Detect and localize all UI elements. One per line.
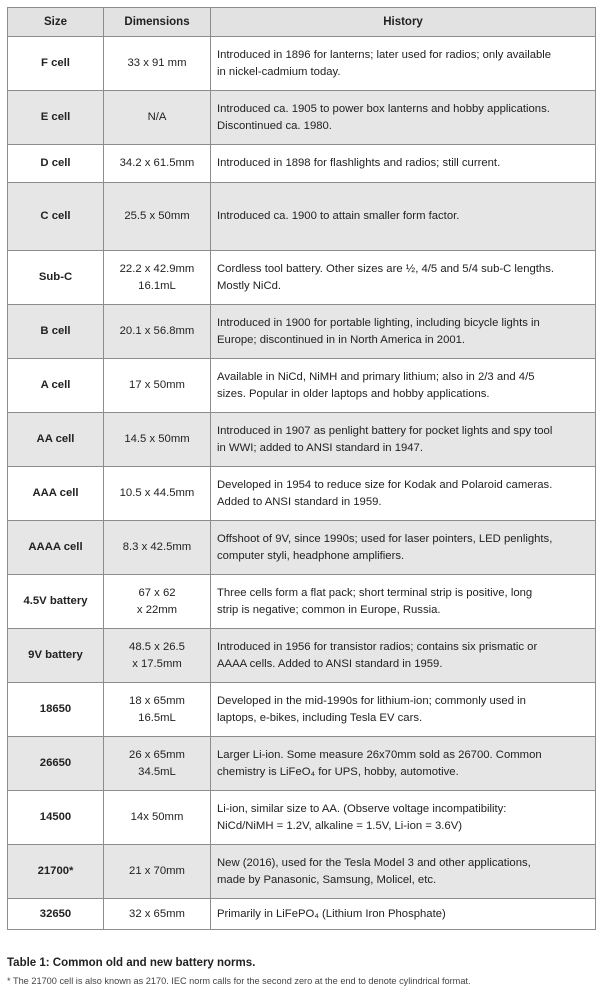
dimensions-line: 16.5mL [138, 711, 176, 724]
cell-history [211, 629, 596, 683]
history-line: Li-ion, similar size to AA. (Observe voltage incompatibility: [217, 803, 507, 816]
dimensions-line: 25.5 x 50mm [124, 210, 190, 223]
history-line: Introduced in 1896 for lanterns; later used for radios; only available [217, 49, 552, 62]
table-row [8, 791, 596, 845]
dimensions-line: 33 x 91 mm [127, 57, 187, 70]
dimensions-line: 16.1mL [138, 279, 176, 292]
table-row [8, 359, 596, 413]
table-row [8, 737, 596, 791]
history-line: in nickel-cadmium today. [217, 65, 341, 78]
cell-dimensions [104, 37, 211, 91]
cell-dimensions [104, 145, 211, 183]
history-line: laptops, e-bikes, including Tesla EV cars. [217, 711, 423, 724]
table-body [8, 37, 596, 930]
table-row [8, 145, 596, 183]
history-line: Offshoot of 9V, since 1990s; used for laser pointers, LED penlights, [217, 533, 553, 546]
history-line: Introduced ca. 1900 to attain smaller form factor. [217, 210, 460, 223]
history-line: Larger Li-ion. Some measure 26x70mm sold as 26700. Common [217, 749, 542, 762]
dimensions-line: 10.5 x 44.5mm [119, 487, 195, 500]
cell-history [211, 413, 596, 467]
dimensions-line: 20.1 x 56.8mm [119, 325, 195, 338]
header-size: Size [8, 8, 104, 37]
cell-history [211, 683, 596, 737]
history-line: Cordless tool battery. Other sizes are ½, 4/5 and 5/4 sub-C lengths. [217, 263, 554, 276]
cell-dimensions [104, 899, 211, 930]
dimensions-line: 67 x 62 [138, 587, 176, 600]
history-line: Primarily in LiFePO₄ (Lithium Iron Phosphate) [217, 907, 446, 920]
cell-history [211, 359, 596, 413]
cell-dimensions [104, 683, 211, 737]
cell-size: 9V battery [8, 629, 104, 683]
history-line: made by Panasonic, Samsung, Molicel, etc. [217, 873, 437, 886]
cell-history [211, 845, 596, 899]
cell-size: 21700* [8, 845, 104, 899]
battery-norms-table [7, 7, 596, 930]
history-line: Available in NiCd, NiMH and primary lithium; also in 2/3 and 4/5 [217, 371, 535, 384]
cell-dimensions [104, 629, 211, 683]
table-caption: Table 1: Common old and new battery norms. [7, 957, 256, 969]
dimensions-line: 34.5mL [138, 765, 176, 778]
cell-history [211, 305, 596, 359]
cell-size: A cell [8, 359, 104, 413]
cell-dimensions [104, 413, 211, 467]
table-row [8, 899, 596, 930]
table-row [8, 683, 596, 737]
cell-size: 14500 [8, 791, 104, 845]
cell-size: 32650 [8, 899, 104, 930]
cell-dimensions [104, 845, 211, 899]
cell-dimensions [104, 305, 211, 359]
dimensions-line: 32 x 65mm [129, 907, 185, 920]
cell-history [211, 899, 596, 930]
cell-history [211, 521, 596, 575]
cell-dimensions [104, 467, 211, 521]
dimensions-line: 18 x 65mm [129, 695, 185, 708]
cell-size: E cell [8, 91, 104, 145]
dimensions-line: 14x 50mm [130, 811, 184, 824]
cell-size: C cell [8, 183, 104, 251]
cell-history [211, 251, 596, 305]
history-line: Added to ANSI standard in 1959. [217, 495, 382, 508]
cell-size: 26650 [8, 737, 104, 791]
cell-history [211, 183, 596, 251]
cell-dimensions [104, 359, 211, 413]
cell-history [211, 791, 596, 845]
history-line: Developed in the mid-1990s for lithium-ion; commonly used in [217, 695, 526, 708]
history-line: NiCd/NiMH = 1.2V, alkaline = 1.5V, Li-ion = 3.6V) [217, 819, 463, 832]
history-line: Three cells form a flat pack; short terminal strip is positive, long [217, 587, 533, 600]
history-line: Europe; discontinued in in North America in 2001. [217, 333, 466, 346]
table-row [8, 183, 596, 251]
history-line: Introduced in 1956 for transistor radios; contains six prismatic or [217, 641, 538, 654]
header-dimensions: Dimensions [104, 8, 211, 37]
dimensions-line: 17 x 50mm [129, 379, 185, 392]
history-line: Discontinued ca. 1980. [217, 119, 332, 132]
table-row [8, 91, 596, 145]
table-row [8, 575, 596, 629]
cell-dimensions [104, 91, 211, 145]
history-line: Introduced in 1898 for flashlights and radios; still current. [217, 157, 501, 170]
cell-size: 4.5V battery [8, 575, 104, 629]
history-line: sizes. Popular in older laptops and hobby applications. [217, 387, 490, 400]
table-footnote: * The 21700 cell is also known as 2170. IEC norm calls for the second zero at the end to denote cylindrical format. [7, 976, 471, 986]
history-line: Introduced in 1900 for portable lighting, including bicycle lights in [217, 317, 540, 330]
dimensions-line: x 17.5mm [132, 657, 182, 670]
header-history: History [211, 8, 596, 37]
cell-size: B cell [8, 305, 104, 359]
history-line: Introduced ca. 1905 to power box lanterns and hobby applications. [217, 103, 550, 116]
history-line: New (2016), used for the Tesla Model 3 and other applications, [217, 857, 531, 870]
history-line: in WWI; added to ANSI standard in 1947. [217, 441, 423, 454]
cell-dimensions [104, 575, 211, 629]
history-line: Developed in 1954 to reduce size for Kodak and Polaroid cameras. [217, 479, 553, 492]
history-line: chemistry is LiFeO₄ for UPS, hobby, automotive. [217, 765, 459, 778]
table-row [8, 251, 596, 305]
table-header [8, 8, 596, 37]
history-line: computer styli, headphone amplifiers. [217, 549, 405, 562]
dimensions-line: x 22mm [136, 603, 178, 616]
dimensions-line: 8.3 x 42.5mm [122, 541, 192, 554]
table-row [8, 467, 596, 521]
cell-size: AAAA cell [8, 521, 104, 575]
table-row [8, 305, 596, 359]
cell-size: Sub-C [8, 251, 104, 305]
cell-history [211, 91, 596, 145]
cell-size: 18650 [8, 683, 104, 737]
history-line: Mostly NiCd. [217, 279, 282, 292]
cell-dimensions [104, 791, 211, 845]
table-row [8, 521, 596, 575]
history-line: Introduced in 1907 as penlight battery for pocket lights and spy tool [217, 425, 553, 438]
cell-history [211, 145, 596, 183]
dimensions-line: 34.2 x 61.5mm [119, 157, 195, 170]
table-row [8, 845, 596, 899]
header-row [8, 8, 596, 37]
table-row [8, 37, 596, 91]
cell-dimensions [104, 251, 211, 305]
cell-size: F cell [8, 37, 104, 91]
dimensions-line: 22.2 x 42.9mm [119, 263, 195, 276]
history-line: strip is negative; common in Europe, Russia. [217, 603, 441, 616]
dimensions-line: 21 x 70mm [129, 865, 185, 878]
table-row [8, 413, 596, 467]
dimensions-line: 14.5 x 50mm [124, 433, 190, 446]
history-line: AAAA cells. Added to ANSI standard in 1959. [217, 657, 443, 670]
dimensions-line: 26 x 65mm [129, 749, 185, 762]
cell-dimensions [104, 183, 211, 251]
cell-dimensions [104, 521, 211, 575]
cell-history [211, 575, 596, 629]
cell-history [211, 737, 596, 791]
dimensions-line: 48.5 x 26.5 [129, 641, 185, 654]
cell-history [211, 37, 596, 91]
cell-history [211, 467, 596, 521]
cell-size: AA cell [8, 413, 104, 467]
cell-dimensions [104, 737, 211, 791]
cell-size: AAA cell [8, 467, 104, 521]
table-row [8, 629, 596, 683]
cell-size: D cell [8, 145, 104, 183]
dimensions-line: N/A [147, 111, 167, 124]
